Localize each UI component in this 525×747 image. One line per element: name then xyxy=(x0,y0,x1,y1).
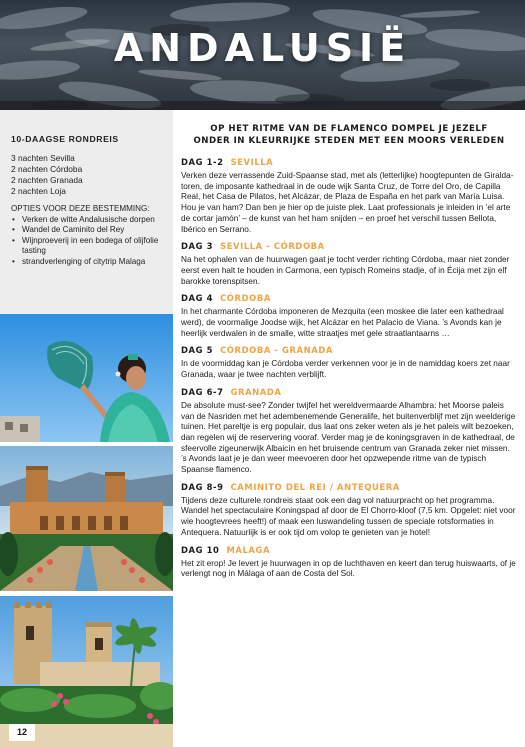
alhambra-palace-photo xyxy=(0,446,173,591)
trip-summary-heading: 10-DAAGSE RONDREIS xyxy=(11,134,119,144)
day-section xyxy=(181,241,517,287)
option-item: • Wijnproeverij in een bodega of olijfolie tasting xyxy=(11,236,165,257)
day-section xyxy=(181,157,517,235)
day-description: Tijdens deze culturele rondreis staat ook een dag vol natuurpracht op het programma. Wandel het spectaculaire Koningspad af door de El Chorro-kloof (7,5 km. Opgelet: niet voor wie hoogtevrees heeft!) of maak een luswandeling tussen de speciale rotsformaties in Antequera. Natuurlijk is er ook tijd om volop te genieten van je hotel! xyxy=(181,495,516,537)
nights-item: 3 nachten Sevilla xyxy=(11,153,75,163)
nights-item: 2 nachten Loja xyxy=(11,186,66,196)
day-label: DAG 6-7 xyxy=(181,386,224,397)
day-label: DAG 4 xyxy=(181,293,214,304)
day-label: DAG 8-9 xyxy=(181,481,224,492)
day-section xyxy=(181,345,517,380)
options-heading: OPTIES VOOR DEZE BESTEMMING: xyxy=(11,204,150,213)
itinerary-column xyxy=(181,123,517,586)
day-label: DAG 5 xyxy=(181,345,214,356)
day-heading xyxy=(181,345,517,356)
day-location: SEVILLA - CÓRDOBA xyxy=(220,241,325,252)
day-description: Na het ophalen van de huurwagen gaat je tocht verder richting Córdoba, maar niet zonder eerst even halt te houden in Carmona, een typisch Romeins stadje, of in Écija met zijn elf barokke torenspitsen. xyxy=(181,255,510,286)
day-heading xyxy=(181,545,517,556)
day-location: SEVILLA xyxy=(230,157,274,167)
option-item: • strandverlenging of citytrip Malaga xyxy=(11,257,165,268)
day-section xyxy=(181,387,517,476)
nights-item: 2 nachten Granada xyxy=(11,175,83,185)
hero-banner xyxy=(0,0,525,110)
day-location: GRANADA xyxy=(230,386,282,397)
day-description: In het charmante Córdoba imponeren de Mezquita (een moskee die later een kathedraal werd), de voormalige Joodse wijk, het Alcázar en het Palacio de Viana. ’s Avonds kan je heerlijk verdwalen in de smalle, witte straatjes met gele straatlantaarns … xyxy=(181,307,504,338)
day-section xyxy=(181,482,517,539)
day-location: CAMINITO DEL REI / ANTEQUERA xyxy=(230,481,400,492)
day-section xyxy=(181,545,517,580)
nights-item: 2 nachten Córdoba xyxy=(11,164,83,174)
day-heading xyxy=(181,241,517,252)
day-heading xyxy=(181,482,517,493)
day-location: CÓRDOBA xyxy=(220,293,271,304)
intro-heading: OP HET RITME VAN DE FLAMENCO DOMPEL JE JEZELF ONDER IN KLEURRIJKE STEDEN MET EEN MOORS VERLEDEN xyxy=(193,124,505,146)
day-description: Verken deze verrassende Zuid-Spaanse stad, met als (letterlijke) hoogtepunten de Giralda-toren, de imposante kathedraal in de oude wijk Santa Cruz, de Torre del Oro, de Capilla Real, het Casa de Pilatos, het Alcázar, de Plaza de España en het park van María Luisa. Hou je van ham? Dan ben je hier op de juiste plek. Laat professionals je inleiden in ‘el arte de cortar jamón’ – de kunst van het ham snijden – en proef het verschil tussen Bellota, Ibérico en Serrano. xyxy=(181,171,514,234)
day-section xyxy=(181,293,517,339)
day-label: DAG 10 xyxy=(181,544,220,555)
day-heading xyxy=(181,387,517,398)
sidebar xyxy=(0,110,173,747)
flamenco-dancer-photo xyxy=(0,314,173,442)
day-label: DAG 3 xyxy=(181,241,214,252)
page-number: 12 xyxy=(9,724,35,741)
trip-summary-box xyxy=(0,110,173,314)
day-description: Het zit erop! Je levert je huurwagen in op de luchthaven en keert dan terug huiswaarts, of je verlengt nog in Málaga of aan de Costa del Sol. xyxy=(181,558,516,579)
day-heading xyxy=(181,293,517,304)
day-label: DAG 1-2 xyxy=(181,157,224,167)
nights-list xyxy=(11,153,165,197)
option-item: • Wandel de Caminito del Rey xyxy=(11,225,165,236)
day-location: CÓRDOBA - GRANADA xyxy=(220,345,333,356)
option-item: • Verken de witte Andalusische dorpen xyxy=(11,215,165,226)
day-description: In de voormiddag kan je Córdoba verder verkennen voor je in de namiddag koers zet naar Granada, waar je twee nachten verblijft. xyxy=(181,359,510,380)
day-location: MÁLAGA xyxy=(226,544,271,555)
day-description: De absolute must-see? Zonder twijfel het wereldvermaarde Alhambra: het Moorse paleis van de Nasriden met het adembenemende Generalife, het buitenverblijf met zijn weelderige tuinen. Het pareltje is erg populair, dus laat ons zeker weten als je het paleis wilt bezoeken, dan regelen wij de reservering vooraf. Verder mag je de koningsgraven in de kathedraal, de sfeervolle zigeunerwijk Albaicín en het bruisende centrum van Granada zeker niet missen. ’s Avonds laat je je dan weer meevoeren door het opzwepende ritme van de typisch Spaanse flamenco. xyxy=(181,400,516,475)
day-heading xyxy=(181,157,517,168)
options-list xyxy=(11,215,165,268)
page-title: ANDALUSIË xyxy=(113,26,412,70)
